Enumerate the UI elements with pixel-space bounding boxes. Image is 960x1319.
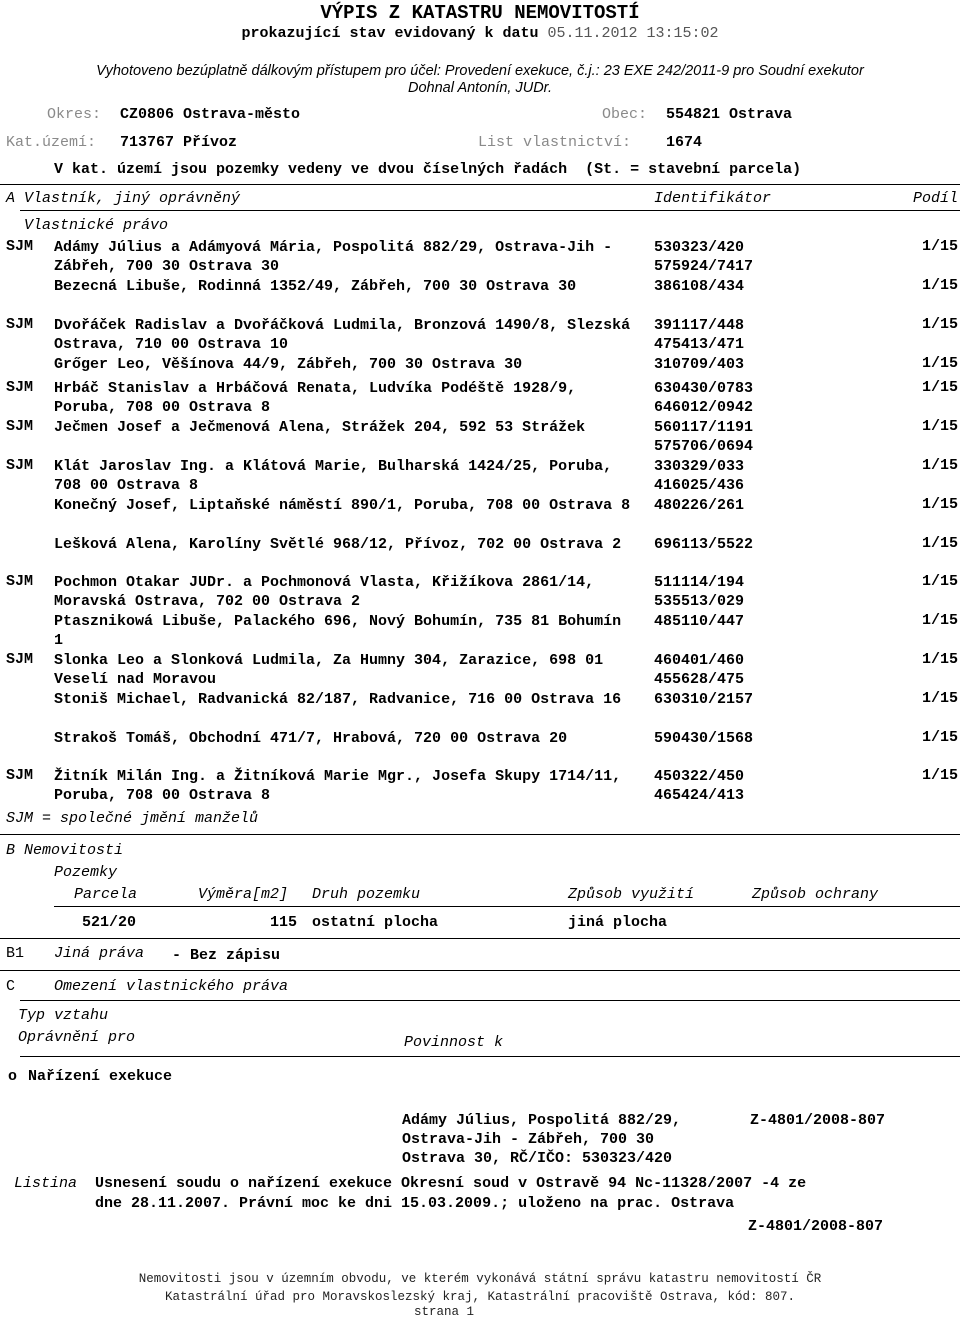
page-subtitle — [0, 25, 960, 42]
cadastre-note: V kat. území jsou pozemky vedeny ve dvou číselných řadách (St. = stavební parcela) — [54, 161, 802, 178]
owner-share: 1/15 — [921, 729, 958, 746]
owner-name: Slonka Leo a Slonková Ludmila, Za Humny 304, Zarazice, 698 01 Veselí nad Moravou — [54, 652, 604, 689]
owner-id: 696113/5522 — [654, 536, 754, 553]
sjm-label: SJM — [6, 651, 34, 668]
owner-share: 1/15 — [921, 316, 958, 333]
listina-ref: Z-4801/2008-807 — [748, 1218, 884, 1235]
subtitle-date: 05.11.2012 13:15:02 — [547, 25, 719, 42]
section-c-code: C — [6, 978, 16, 995]
sjm-label: SJM — [6, 238, 34, 255]
restriction-title: Nařízení exekuce — [28, 1068, 173, 1085]
col-ochrana: Způsob ochrany — [752, 886, 879, 903]
obligated-party-ref: Z-4801/2008-807 — [750, 1112, 886, 1129]
vymera-value: 115 — [270, 914, 298, 931]
okres-value: CZ0806 Ostrava-město — [120, 106, 301, 123]
owner-id: 630310/2157 — [654, 691, 754, 708]
listina-text-2: dne 28.11.2007. Právní moc ke dni 15.03.2009.; uloženo na prac. Ostrava — [95, 1195, 735, 1212]
owner-name: Ptasznikowá Libuše, Palackého 696, Nový Bohumín, 735 81 Bohumín 1 — [54, 613, 622, 650]
col-druh: Druh pozemku — [312, 886, 421, 903]
obec-label: Obec: — [602, 106, 648, 123]
owner-name: Strakoš Tomáš, Obchodní 471/7, Hrabová, 720 00 Ostrava 20 — [54, 730, 568, 747]
lv-label: List vlastnictví: — [478, 134, 632, 151]
obligated-party-line: Adámy Július, Pospolitá 882/29, — [402, 1112, 682, 1129]
sjm-label: SJM — [6, 418, 34, 435]
owner-id: 386108/434 — [654, 278, 745, 295]
owner-id: 485110/447 — [654, 613, 745, 630]
owner-name: Adámy Július a Adámyová Mária, Pospolitá 882/29, Ostrava-Jih - Zábřeh, 700 30 Ostrava 30 — [54, 239, 613, 276]
sjm-label: SJM — [6, 457, 34, 474]
owner-id: 590430/1568 — [654, 730, 754, 747]
owner-id: 460401/460 — [654, 652, 745, 669]
podil-header: Podíl — [912, 190, 958, 207]
parcela-value: 521/20 — [82, 914, 137, 931]
owner-share: 1/15 — [921, 573, 958, 590]
vyuziti-value: jiná plocha — [568, 914, 668, 931]
owner-share: 1/15 — [921, 651, 958, 668]
katuzemi-value: 713767 Přívoz — [120, 134, 238, 151]
owner-name: Grőger Leo, Věšínova 44/9, Zábřeh, 700 30 Ostrava 30 — [54, 356, 523, 373]
owner-name: Bezecná Libuše, Rodinná 1352/49, Zábřeh, 700 30 Ostrava 30 — [54, 278, 577, 295]
section-b1-label: Jiná práva — [54, 945, 145, 962]
divider — [20, 210, 960, 211]
owner-id: 465424/413 — [654, 787, 745, 805]
owner-share: 1/15 — [921, 535, 958, 552]
footer-line-2: Katastrální úřad pro Moravskoslezský kraj, Katastrální pracoviště Ostrava, kód: 807. — [164, 1290, 796, 1304]
id-header: Identifikátor — [654, 190, 772, 207]
col-vyuziti: Způsob využití — [568, 886, 695, 903]
sjm-label: SJM — [6, 767, 34, 784]
pozemky-title: Pozemky — [54, 864, 118, 881]
bullet: o — [8, 1068, 18, 1085]
owner-name: Konečný Josef, Liptaňské náměstí 890/1, Poruba, 708 00 Ostrava 8 — [54, 497, 631, 514]
owner-id: 630430/0783 — [654, 380, 754, 397]
col-parcela: Parcela — [74, 886, 138, 903]
owner-id: 480226/261 — [654, 497, 745, 514]
section-b1-code: B1 — [6, 945, 25, 962]
owner-id: 511114/194 — [654, 574, 745, 591]
obec-value: 554821 Ostrava — [666, 106, 793, 123]
section-a-title: A Vlastník, jiný oprávněný — [6, 190, 241, 207]
okres-label: Okres: — [47, 106, 102, 123]
listina-label: Listina — [14, 1175, 78, 1192]
sjm-label: SJM — [6, 379, 34, 396]
listina-text: Usnesení soudu o nařízení exekuce Okresní soud v Ostravě 94 Nc-11328/2007 -4 ze — [95, 1175, 807, 1192]
sjm-label: SJM — [6, 573, 34, 590]
owner-id: 450322/450 — [654, 768, 745, 785]
owner-share: 1/15 — [921, 418, 958, 435]
owner-share: 1/15 — [921, 457, 958, 474]
section-b1-value: - Bez zápisu — [172, 947, 281, 964]
owner-share: 1/15 — [921, 690, 958, 707]
owner-id: 575924/7417 — [654, 258, 754, 276]
povinnost-k-label: Povinnost k — [404, 1034, 504, 1051]
owner-id: 575706/0694 — [654, 438, 754, 456]
divider — [20, 1000, 960, 1001]
divider — [0, 834, 960, 835]
owner-share: 1/15 — [921, 496, 958, 513]
opravneni-pro-label: Oprávnění pro — [18, 1029, 136, 1046]
owner-name: Dvořáček Radislav a Dvořáčková Ludmila, Bronzová 1490/8, Slezská Ostrava, 710 00 Ostrava 10 — [54, 317, 631, 354]
lv-value: 1674 — [666, 134, 703, 151]
owner-share: 1/15 — [921, 238, 958, 255]
owner-id: 530323/420 — [654, 239, 745, 256]
owner-share: 1/15 — [921, 355, 958, 372]
owner-id: 416025/436 — [654, 477, 745, 495]
sjm-label: SJM — [6, 316, 34, 333]
druh-value: ostatní plocha — [312, 914, 439, 931]
obligated-party-line: Ostrava-Jih - Zábřeh, 700 30 — [402, 1131, 655, 1148]
owner-id: 455628/475 — [654, 671, 745, 689]
divider — [54, 906, 960, 907]
section-c-label: Omezení vlastnického práva — [54, 978, 289, 995]
divider — [0, 184, 960, 185]
owner-share: 1/15 — [921, 612, 958, 629]
divider — [0, 938, 960, 939]
remote-access-line-2: Dohnal Antonín, JUDr. — [408, 80, 552, 96]
section-b-title: B Nemovitosti — [6, 842, 124, 859]
owner-share: 1/15 — [921, 379, 958, 396]
sjm-legend: SJM = společné jmění manželů — [6, 810, 259, 827]
obligated-party-line: Ostrava 30, RČ/IČO: 530323/420 — [402, 1150, 673, 1167]
owner-id: 646012/0942 — [654, 399, 754, 417]
owner-id: 535513/029 — [654, 593, 745, 611]
typ-vztahu-label: Typ vztahu — [18, 1007, 109, 1024]
owner-id: 330329/033 — [654, 458, 745, 475]
footer-line: Nemovitosti jsou v územním obvodu, ve kterém vykonává státní správu katastru nemovitostí ČR — [138, 1272, 822, 1286]
owner-name: Stoniš Michael, Radvanická 82/187, Radvanice, 716 00 Ostrava 16 — [54, 691, 622, 708]
katuzemi-label: Kat.území: — [6, 134, 97, 151]
divider — [0, 970, 960, 971]
owner-id: 475413/471 — [654, 336, 745, 354]
col-vymera: Výměra[m2] — [198, 886, 289, 903]
owner-name: Ječmen Josef a Ječmenová Alena, Strážek 204, 592 53 Strážek — [54, 419, 586, 436]
divider — [20, 1056, 960, 1057]
remote-access-line: Vyhotoveno bezúplatně dálkovým přístupem pro účel: Provedení exekuce, č.j.: 23 EXE 242/2011-9 pro Soudní exekutor — [96, 63, 864, 79]
page-title: VÝPIS Z KATASTRU NEMOVITOSTÍ — [320, 2, 640, 24]
owner-share: 1/15 — [921, 767, 958, 784]
owner-id: 560117/1191 — [654, 419, 754, 436]
subtitle-prefix: prokazující stav evidovaný k datu — [241, 25, 539, 42]
page-number: strana 1 — [413, 1305, 474, 1319]
owner-name: Hrbáč Stanislav a Hrbáčová Renata, Ludvíka Podéště 1928/9, Poruba, 708 00 Ostrava 8 — [54, 380, 577, 417]
right-title: Vlastnické právo — [24, 217, 169, 234]
owner-name: Pochmon Otakar JUDr. a Pochmonová Vlasta, Křižíkova 2861/14, Moravská Ostrava, 702 00 Ostrava 2 — [54, 574, 595, 611]
owner-name: Lešková Alena, Karolíny Světlé 968/12, Přívoz, 702 00 Ostrava 2 — [54, 536, 622, 553]
owner-name: Klát Jaroslav Ing. a Klátová Marie, Bulharská 1424/25, Poruba, 708 00 Ostrava 8 — [54, 458, 613, 495]
owner-name: Žitník Milán Ing. a Žitníková Marie Mgr., Josefa Skupy 1714/11, Poruba, 708 00 Ostrava 8 — [54, 768, 622, 805]
owner-share: 1/15 — [921, 277, 958, 294]
owner-id: 310709/403 — [654, 356, 745, 373]
owner-id: 391117/448 — [654, 317, 745, 334]
